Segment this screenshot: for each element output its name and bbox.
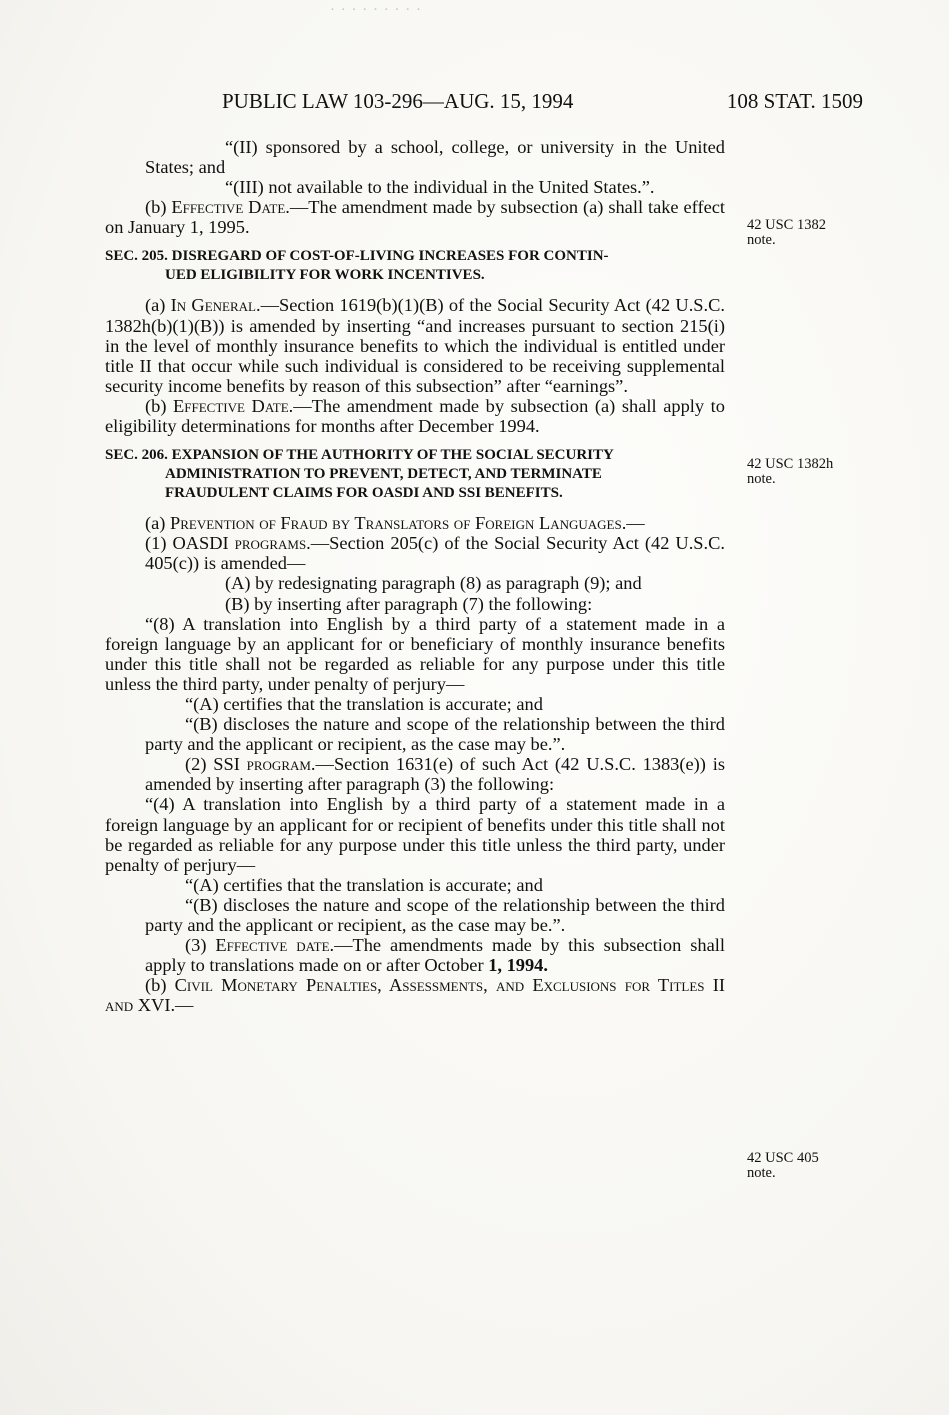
sec206-a1-A: (A) by redesignating paragraph (8) as paragraph (9); and (225, 573, 642, 594)
clause-iii: “(III) not available to the individual in the United States.”. (225, 177, 655, 198)
sec206-b: (b) Civil Monetary Penalties, Assessments, and Exclusions for Titles II and XVI.— (105, 975, 725, 1016)
quote-4-A: “(A) certifies that the translation is accurate; and (185, 874, 543, 895)
margin-note-405: 42 USC 405 note. (747, 1150, 819, 1181)
quote-para-8: “(8) A translation into English by a third party of a statement made in a foreign language by an applicant for or beneficiary of monthly insurance benefits under this title shall not be regarded as reliable for any purpose under this title unless the third party, under penalty of perjury— (105, 613, 725, 694)
section-205-heading: SEC. 205. DISREGARD OF COST-OF-LIVING INCREASES FOR CONTIN- UED ELIGIBILITY FOR WORK INCENTIVES. (105, 248, 609, 284)
header-law-title: PUBLIC LAW 103-296—AUG. 15, 1994 (222, 89, 574, 113)
bleed-through-text: · · · · · · · · · (330, 2, 422, 18)
sec206-a1: (1) OASDI programs.—Section 205(c) of the Social Security Act (42 U.S.C. 405(c)) is amended— (145, 533, 726, 574)
quote-para-4: “(4) A translation into English by a third party of a statement made in a foreign language by an applicant for or recipient of benefits under this title shall not be regarded as reliable for any purpose under this title unless the third party, under penalty of perjury— (105, 794, 725, 875)
quote-8-B: “(B) discloses the nature and scope of the relationship between the third party and the applicant or recipient, as the case may be.”. (145, 714, 725, 755)
effective-date-204: (b) Effective Date.—The amendment made by subsection (a) shall take effect on January 1, 1995. (105, 197, 726, 238)
sec206-a2: (2) SSI program.—Section 1631(e) of such Act (42 U.S.C. 1383(e)) is amended by inserting after paragraph (3) the following: (145, 754, 725, 795)
sec205-b: (b) Effective Date.—The amendment made by subsection (a) shall apply to eligibility determinations for months after December 1994. (105, 395, 725, 437)
quote-8-A: “(A) certifies that the translation is accurate; and (185, 693, 543, 714)
sec206-a: (a) Prevention of Fraud by Translators of Foreign Languages.— (145, 513, 645, 534)
document-body (105, 137, 725, 1015)
clause-ii: “(II) sponsored by a school, college, or university in the United States; and (145, 137, 725, 178)
quote-4-B: “(B) discloses the nature and scope of the relationship between the third party and the applicant or recipient, as the case may be.”. (145, 894, 725, 935)
sec206-a1-B: (B) by inserting after paragraph (7) the following: (225, 593, 593, 614)
page-header (222, 89, 863, 115)
sec206-a3: (3) Effective date.—The amendments made by this subsection shall apply to translations made on or after October 1, 1994. (145, 935, 725, 976)
margin-note-1382h: 42 USC 1382h note. (747, 456, 834, 487)
sec205-a: (a) In General.—Section 1619(b)(1)(B) of the Social Security Act (42 U.S.C. 1382h(b)(1)(B)) is amended by inserting “and increases pursuant to section 215(i) in the level of monthly insurance benefits to which the individual is entitled under title II that occur while such individual is considered to be receiving supplemental security income benefits by reason of this subsection” after “earnings”. (105, 295, 726, 396)
section-206-heading: SEC. 206. EXPANSION OF THE AUTHORITY OF THE SOCIAL SECURITY ADMINISTRATION TO PREVENT, DETECT, AND TERMINATE FRAUDULENT CLAIMS FOR OASDI AND SSI BENEFITS. (105, 447, 614, 502)
header-stat-reference: 108 STAT. 1509 (726, 89, 863, 113)
margin-note-1382: 42 USC 1382 note. (747, 217, 826, 248)
